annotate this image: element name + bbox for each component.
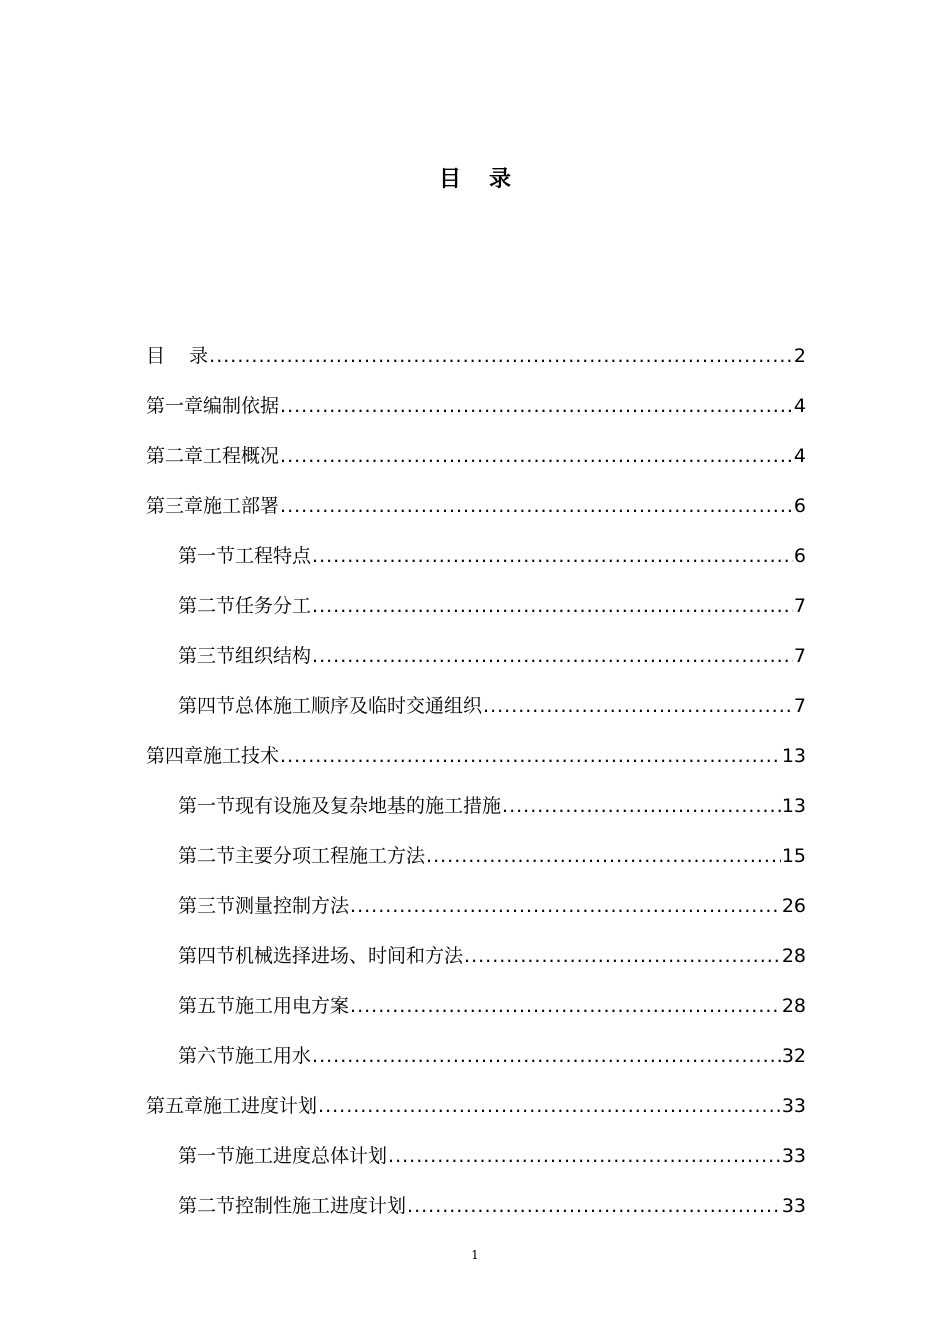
toc-entry-page: 4	[793, 445, 806, 467]
toc-entry-page: 7	[793, 595, 806, 617]
toc-entry[interactable]	[146, 831, 806, 881]
toc-entry-number: 第一节	[178, 1145, 236, 1167]
page-title-second: 录	[489, 167, 512, 192]
toc-entry-number: 第二章	[146, 445, 204, 467]
toc-entry[interactable]	[146, 381, 806, 431]
toc-entry-label: 主要分项工程施工方法	[235, 845, 426, 867]
toc-dot-leader	[388, 1144, 781, 1168]
toc-entry[interactable]	[146, 531, 806, 581]
toc-entry-page: 13	[781, 795, 806, 817]
toc-entry-number: 第二节	[178, 845, 236, 867]
toc-entry[interactable]	[146, 781, 806, 831]
toc-entry[interactable]	[146, 681, 806, 731]
toc-dot-leader	[312, 644, 793, 668]
toc-entry[interactable]	[146, 1131, 806, 1181]
toc-dot-leader	[350, 894, 781, 918]
toc-entry-page: 4	[793, 395, 806, 417]
toc-entry[interactable]	[146, 481, 806, 531]
toc-entry-number: 第二节	[178, 595, 236, 617]
toc-entry-label: 施工用电方案	[235, 995, 350, 1017]
toc-entry[interactable]	[146, 631, 806, 681]
toc-entry[interactable]	[146, 1181, 806, 1231]
toc-entry[interactable]	[146, 1031, 806, 1081]
toc-entry-label: 工程概况	[203, 445, 280, 467]
toc-entry-number: 第一节	[178, 795, 236, 817]
toc-entry-page: 13	[781, 745, 806, 767]
toc-dot-leader	[350, 994, 781, 1018]
toc-dot-leader	[280, 744, 781, 768]
page-number: 1	[471, 1248, 479, 1262]
toc-entry-page: 6	[793, 495, 806, 517]
toc-dot-leader	[426, 844, 781, 868]
toc-dot-leader	[280, 494, 793, 518]
toc-entry-page: 28	[781, 995, 806, 1017]
toc-entry-number: 第四节	[178, 695, 236, 717]
toc-dot-leader	[280, 394, 793, 418]
toc-entry-page: 32	[781, 1045, 806, 1067]
toc-entry-label: 任务分工	[235, 595, 312, 617]
toc-entry-page: 33	[781, 1095, 806, 1117]
toc-entry-label: 测量控制方法	[235, 895, 350, 917]
toc-entry-label: 目 录	[146, 345, 209, 367]
toc-entry-page: 28	[781, 945, 806, 967]
toc-entry-number: 第五章	[146, 1095, 204, 1117]
toc-dot-leader	[209, 344, 793, 368]
toc-dot-leader	[483, 694, 793, 718]
toc-entry-label: 施工技术	[203, 745, 280, 767]
toc-dot-leader	[502, 794, 781, 818]
toc-entry-label: 工程特点	[235, 545, 312, 567]
toc-entry[interactable]	[146, 931, 806, 981]
toc-entry-label: 现有设施及复杂地基的施工措施	[235, 795, 502, 817]
toc-entry-number: 第三节	[178, 645, 236, 667]
toc-entry-number: 第一章	[146, 395, 204, 417]
toc-entry-label: 组织结构	[235, 645, 312, 667]
toc-entry-label: 编制依据	[203, 395, 280, 417]
toc-entry-page: 2	[793, 345, 806, 367]
toc-dot-leader	[312, 594, 793, 618]
toc-entry-label: 机械选择进场、时间和方法	[235, 945, 464, 967]
toc-entry-label: 施工用水	[235, 1045, 312, 1067]
page-title	[0, 162, 950, 193]
toc-entry-page: 7	[793, 645, 806, 667]
toc-entry-page: 33	[781, 1195, 806, 1217]
toc-entry-page: 7	[793, 695, 806, 717]
toc-dot-leader	[280, 444, 793, 468]
toc-entry[interactable]	[146, 1081, 806, 1131]
toc-entry-label: 施工部署	[203, 495, 280, 517]
toc-dot-leader	[318, 1094, 781, 1118]
toc-dot-leader	[407, 1194, 781, 1218]
toc-entry[interactable]	[146, 731, 806, 781]
toc-entry-number: 第六节	[178, 1045, 236, 1067]
toc-entry[interactable]	[146, 331, 806, 381]
toc-entry-number: 第四章	[146, 745, 204, 767]
toc-entry[interactable]	[146, 431, 806, 481]
toc-entry[interactable]	[146, 881, 806, 931]
toc-dot-leader	[464, 944, 781, 968]
toc-entry-number: 第二节	[178, 1195, 236, 1217]
toc-dot-leader	[312, 544, 793, 568]
toc-entry[interactable]	[146, 581, 806, 631]
toc-entry-number: 第一节	[178, 545, 236, 567]
toc-entry-number: 第五节	[178, 995, 236, 1017]
toc-entry-page: 33	[781, 1145, 806, 1167]
toc-dot-leader	[312, 1044, 781, 1068]
toc-entry-number: 第三节	[178, 895, 236, 917]
toc-entry-label: 施工进度总体计划	[235, 1145, 388, 1167]
toc-entry-page: 26	[781, 895, 806, 917]
table-of-contents	[146, 331, 806, 1231]
toc-entry-page: 15	[781, 845, 806, 867]
toc-entry-label: 控制性施工进度计划	[235, 1195, 407, 1217]
toc-entry-number: 第四节	[178, 945, 236, 967]
page-title-first: 目	[438, 167, 461, 192]
toc-entry-label: 总体施工顺序及临时交通组织	[235, 695, 483, 717]
toc-entry-number: 第三章	[146, 495, 204, 517]
toc-entry[interactable]	[146, 981, 806, 1031]
toc-entry-page: 6	[793, 545, 806, 567]
toc-entry-label: 施工进度计划	[203, 1095, 318, 1117]
